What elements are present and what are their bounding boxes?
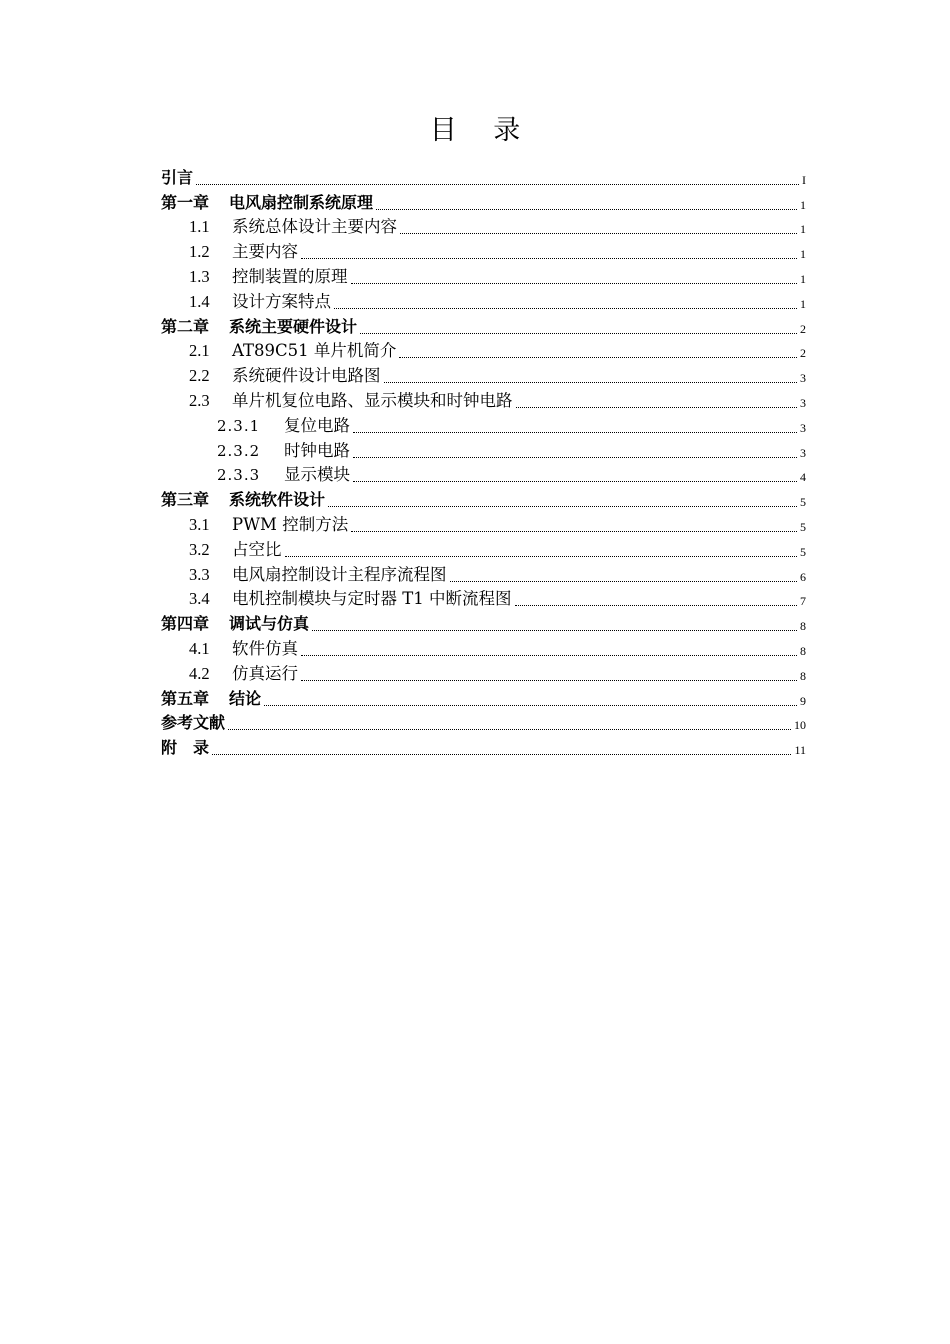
toc-entry-text: 系统总体设计主要内容 [232, 217, 397, 237]
toc-entry-page-number: 1 [800, 296, 806, 311]
toc-entry-page-number: 6 [800, 569, 806, 584]
toc-entry-number: 第二章 [161, 316, 210, 336]
toc-entry-text: 复位电路 [284, 415, 350, 435]
toc-entry-text: 调试与仿真 [229, 614, 310, 634]
dot-leader [376, 208, 797, 210]
toc-entry-number: 第三章 [161, 490, 210, 510]
toc-entry-label [161, 317, 357, 337]
dot-leader [450, 580, 798, 582]
toc-entry[interactable] [161, 312, 806, 337]
toc-entry-page-number: 3 [800, 371, 806, 386]
dot-leader [360, 332, 797, 334]
toc-entry-text: 设计方案特点 [232, 291, 331, 311]
toc-entry[interactable] [161, 585, 806, 610]
toc-entry-label [161, 490, 325, 510]
toc-entry-page-number: 2 [800, 321, 806, 336]
dot-leader [301, 654, 797, 656]
toc-entry-number: 3.1 [189, 514, 210, 534]
toc-entry[interactable] [161, 188, 806, 213]
toc-entry[interactable] [161, 609, 806, 634]
dot-leader [228, 728, 791, 730]
toc-entry-page-number: 2 [800, 346, 806, 361]
toc-entry-text: 系统软件设计 [229, 490, 326, 510]
toc-entry[interactable] [161, 436, 806, 461]
toc-entry-text: 电风扇控制系统原理 [229, 192, 374, 212]
toc-entry-number: 第一章 [161, 192, 210, 212]
toc-entry-label [189, 292, 331, 312]
toc-entry-label [189, 391, 513, 411]
toc-entry-page-number: 11 [794, 743, 806, 758]
toc-entry[interactable] [161, 485, 806, 510]
toc-entry-number: 4.2 [189, 663, 210, 683]
toc-entry-text: 占空比 [232, 539, 282, 559]
toc-entry[interactable] [161, 411, 806, 436]
dot-leader [400, 232, 797, 234]
toc-entry-page-number: 8 [800, 668, 806, 683]
toc-entry-text: 结论 [229, 688, 262, 708]
toc-entry-text: 系统主要硬件设计 [229, 316, 358, 336]
dot-leader [312, 629, 797, 631]
dot-leader [384, 381, 798, 383]
toc-entry[interactable] [161, 386, 806, 411]
toc-entry-label [189, 217, 397, 237]
toc-entry[interactable] [161, 733, 806, 758]
dot-leader [515, 604, 798, 606]
dot-leader [353, 480, 797, 482]
toc-entry-number: 1.1 [189, 217, 210, 237]
toc-entry[interactable] [161, 213, 806, 238]
toc-entry-label [217, 441, 350, 461]
toc-entry-page-number: 3 [800, 395, 806, 410]
toc-entry-number: 第五章 [161, 688, 210, 708]
toc-entry-label [161, 713, 225, 733]
toc-entry-label [189, 242, 298, 262]
toc-entry-page-number: I [802, 172, 806, 187]
toc-entry-page-number: 1 [800, 247, 806, 262]
toc-entry-page-number: 4 [800, 470, 806, 485]
toc-entry-text: 电机控制模块与定时器 T1 中断流程图 [232, 589, 512, 609]
toc-entry-text: 附 录 [161, 738, 210, 758]
dot-leader [353, 456, 797, 458]
dot-leader [196, 183, 799, 185]
toc-entry-label [161, 193, 373, 213]
toc-entry-label [189, 267, 348, 287]
dot-leader [264, 704, 797, 706]
toc-entry-page-number: 8 [800, 643, 806, 658]
toc-entry-text: 时钟电路 [284, 440, 350, 460]
toc-entry-page-number: 3 [800, 445, 806, 460]
toc-entry-page-number: 8 [800, 619, 806, 634]
toc-entry-text: 软件仿真 [232, 638, 298, 658]
toc-entry-number: 第四章 [161, 614, 210, 634]
toc-entry-text: 参考文献 [161, 713, 226, 733]
toc-entry-text: 控制装置的原理 [232, 266, 348, 286]
toc-entry-label [189, 540, 282, 560]
toc-entry[interactable] [161, 361, 806, 386]
toc-entry-number: 1.4 [189, 291, 210, 311]
toc-entry-number: 2.3.3 [217, 466, 261, 485]
toc-entry-label [161, 689, 261, 709]
toc-entry-number: 3.4 [189, 589, 210, 609]
toc-entry-label [217, 465, 350, 485]
toc-entry[interactable] [161, 634, 806, 659]
toc-entry[interactable] [161, 287, 806, 312]
toc-entry-text: 显示模块 [284, 465, 350, 485]
toc-entry-page-number: 5 [800, 544, 806, 559]
toc-entry-number: 1.3 [189, 266, 210, 286]
toc-entry-text: 系统硬件设计电路图 [232, 366, 381, 386]
toc-entry-label [189, 639, 298, 659]
toc-entry[interactable] [161, 163, 806, 188]
dot-leader [334, 307, 797, 309]
dot-leader [301, 679, 797, 681]
toc-entry-page-number: 1 [800, 197, 806, 212]
toc-entry-text: 单片机复位电路、显示模块和时钟电路 [232, 390, 513, 410]
toc-entry[interactable] [161, 560, 806, 585]
dot-leader [353, 431, 797, 433]
toc-entry-label [189, 341, 396, 361]
toc-entry-number: 2.3.1 [217, 416, 261, 435]
toc-entry-page-number: 1 [800, 222, 806, 237]
dot-leader [328, 505, 797, 507]
toc-entry[interactable] [161, 337, 806, 362]
dot-leader [351, 530, 797, 532]
toc-entry-label [217, 416, 350, 436]
toc-entry-label [161, 738, 209, 758]
toc-entry-text: AT89C51 单片机简介 [232, 341, 397, 361]
toc-entry-page-number: 7 [800, 594, 806, 609]
dot-leader [212, 753, 791, 755]
toc-entry-page-number: 9 [800, 693, 806, 708]
toc-entry-number: 4.1 [189, 638, 210, 658]
toc-entry-label [189, 589, 512, 609]
toc-entry-label [161, 168, 193, 188]
toc-entry-text: 电风扇控制设计主程序流程图 [232, 564, 447, 584]
dot-leader [285, 555, 798, 557]
toc-entry[interactable] [161, 461, 806, 486]
toc-entry-number: 2.2 [189, 366, 210, 386]
toc-entry[interactable] [161, 510, 806, 535]
toc-entry-label [189, 664, 298, 684]
toc-entry-number: 3.2 [189, 539, 210, 559]
toc-entry-label [161, 614, 309, 634]
toc-entry-page-number: 10 [794, 718, 806, 733]
toc-entry[interactable] [161, 237, 806, 262]
toc-entry-text: PWM 控制方法 [232, 514, 349, 534]
toc-entry-page-number: 3 [800, 420, 806, 435]
toc-entry-label [189, 515, 348, 535]
dot-leader [351, 282, 798, 284]
toc-entry-number: 2.3.2 [217, 441, 261, 460]
toc-entry-number: 1.2 [189, 242, 210, 262]
toc-list [161, 163, 806, 758]
toc-entry-page-number: 5 [800, 519, 806, 534]
toc-title: 目 录 [429, 115, 535, 146]
toc-entry[interactable] [161, 535, 806, 560]
toc-entry[interactable] [161, 262, 806, 287]
toc-entry[interactable] [161, 709, 806, 734]
toc-entry-number: 2.1 [189, 341, 210, 361]
toc-entry[interactable] [161, 659, 806, 684]
toc-entry-page-number: 5 [800, 495, 806, 510]
dot-leader [516, 406, 798, 408]
toc-entry-number: 2.3 [189, 390, 210, 410]
toc-entry-text: 引言 [161, 167, 194, 187]
toc-entry-text: 主要内容 [232, 242, 298, 262]
dot-leader [301, 257, 797, 259]
toc-entry-label [189, 565, 447, 585]
dot-leader [399, 356, 797, 358]
toc-entry-number: 3.3 [189, 564, 210, 584]
toc-entry[interactable] [161, 684, 806, 709]
toc-entry-text: 仿真运行 [232, 663, 298, 683]
toc-entry-page-number: 1 [800, 271, 806, 286]
toc-entry-label [189, 366, 381, 386]
